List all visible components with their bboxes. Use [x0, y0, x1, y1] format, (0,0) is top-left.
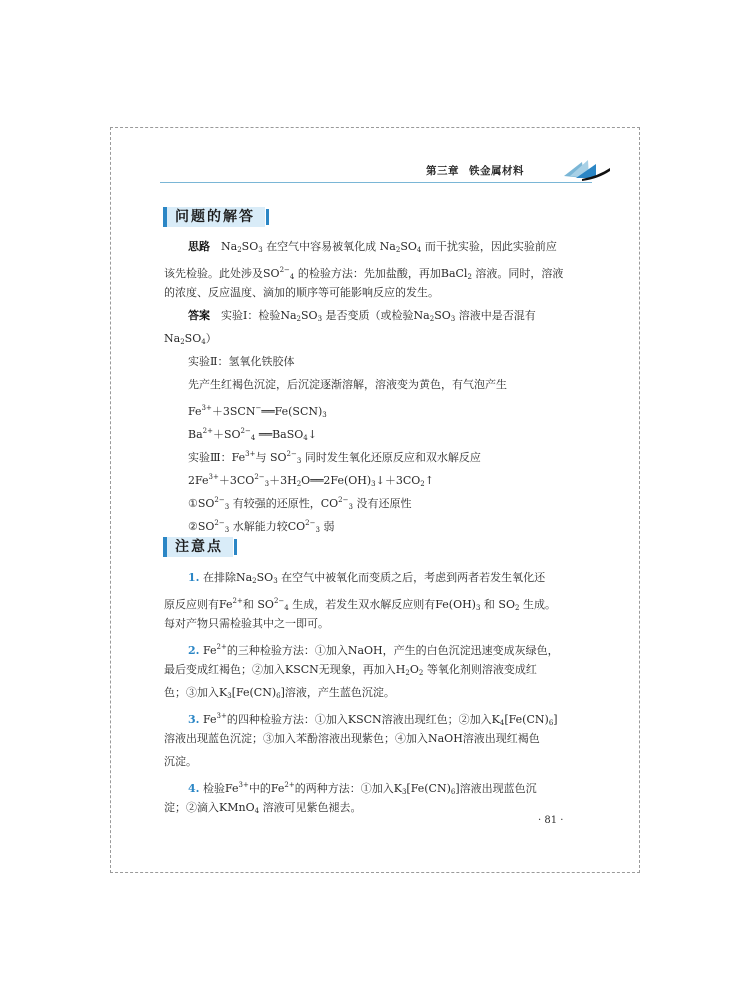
- text-line: 该先检验。此处涉及$SO^{2-}4$ 的检验方法：先加盐酸，再加BaCl2 溶液。同时，溶液: [164, 266, 564, 281]
- text-line: 先产生红褐色沉淀，后沉淀逐渐溶解，溶液变为黄色，有气泡产生: [188, 378, 507, 391]
- note-line: 1. 在排除Na2SO3 在空气中被氧化而变质之后，考虑到两者若发生氧化还: [188, 571, 546, 585]
- note-line: 色；③加入K3[Fe(CN)6]溶液，产生蓝色沉淀。: [164, 686, 395, 700]
- text-line: $②SO^{2-}3$ 水解能力较$CO^{2-}3$ 弱: [188, 519, 335, 534]
- text-line: $①SO^{2-}3$ 有较强的还原性，$CO^{2-}3$ 没有还原性: [188, 496, 412, 511]
- note-line: 淀；②滴入KMnO4 溶液可见紫色褪去。: [164, 801, 362, 815]
- note-line: 4. 检验$Fe^{3+}$中的$Fe^{2+}$的两种方法：①加入K3[Fe(CN)6]溶液出现蓝色沉: [188, 781, 537, 796]
- chapter-header: [426, 163, 524, 178]
- note-line: 2. $Fe^{2+}$的三种检验方法：①加入NaOH，产生的白色沉淀迅速变成灰绿色，: [188, 643, 559, 657]
- section-title-answers: 问题的解答: [163, 207, 265, 227]
- text-line: 实验Ⅱ：氢氧化铁胶体: [188, 355, 295, 368]
- text-line: 实验Ⅲ：$Fe^{3+}$与 $SO^{2-}3$ 同时发生氧化还原反应和双水解反应: [188, 450, 481, 465]
- text-line: Na2SO4）: [164, 332, 217, 346]
- equation-line: $2Fe^{3+}+3CO^{2-}3+3H2O══2Fe(OH)3↓+3CO2↑$: [188, 473, 434, 488]
- note-line: 每对产物只需检验其中之一即可。: [164, 617, 329, 630]
- page-number: · 81 ·: [538, 815, 564, 826]
- chapter-number: 第三章: [426, 165, 459, 177]
- chapter-title: 铁金属材料: [469, 165, 524, 177]
- note-line: 沉淀。: [164, 755, 197, 768]
- note-line: 3. $Fe^{3+}$的四种检验方法：①加入KSCN溶液出现红色；②加入K4[Fe(CN)6]: [188, 712, 558, 727]
- section-title-notes: 注意点: [163, 537, 233, 557]
- equation-line: $Fe^{3+}+3SCN^-══Fe(SCN)3$: [188, 404, 327, 419]
- text-line: 答案 实验Ⅰ：检验Na2SO3 是否变质（或检验Na2SO3 溶液中是否混有: [188, 309, 536, 323]
- equation-line: $Ba^{2+}+SO^{2-}4$ ══BaSO4↓: [188, 427, 317, 442]
- book-logo-icon: [562, 154, 612, 182]
- header-rule: [160, 182, 592, 183]
- note-line: 溶液出现蓝色沉淀；③加入苯酚溶液出现紫色；④加入NaOH溶液出现红褐色: [164, 732, 540, 745]
- text-line: 的浓度、反应温度、滴加的顺序等可能影响反应的发生。: [164, 286, 439, 299]
- note-line: 原反应则有$Fe^{2+}$和 $SO^{2-}4$ 生成，若发生双水解反应则有Fe(OH)3 和 SO2 生成。: [164, 597, 556, 612]
- note-line: 最后变成红褐色；②加入KSCN无现象，再加入H2O2 等氧化剂则溶液变成红: [164, 663, 537, 677]
- text-line: 思路 Na2SO3 在空气中容易被氧化成 Na2SO4 而干扰实验，因此实验前应: [188, 240, 557, 254]
